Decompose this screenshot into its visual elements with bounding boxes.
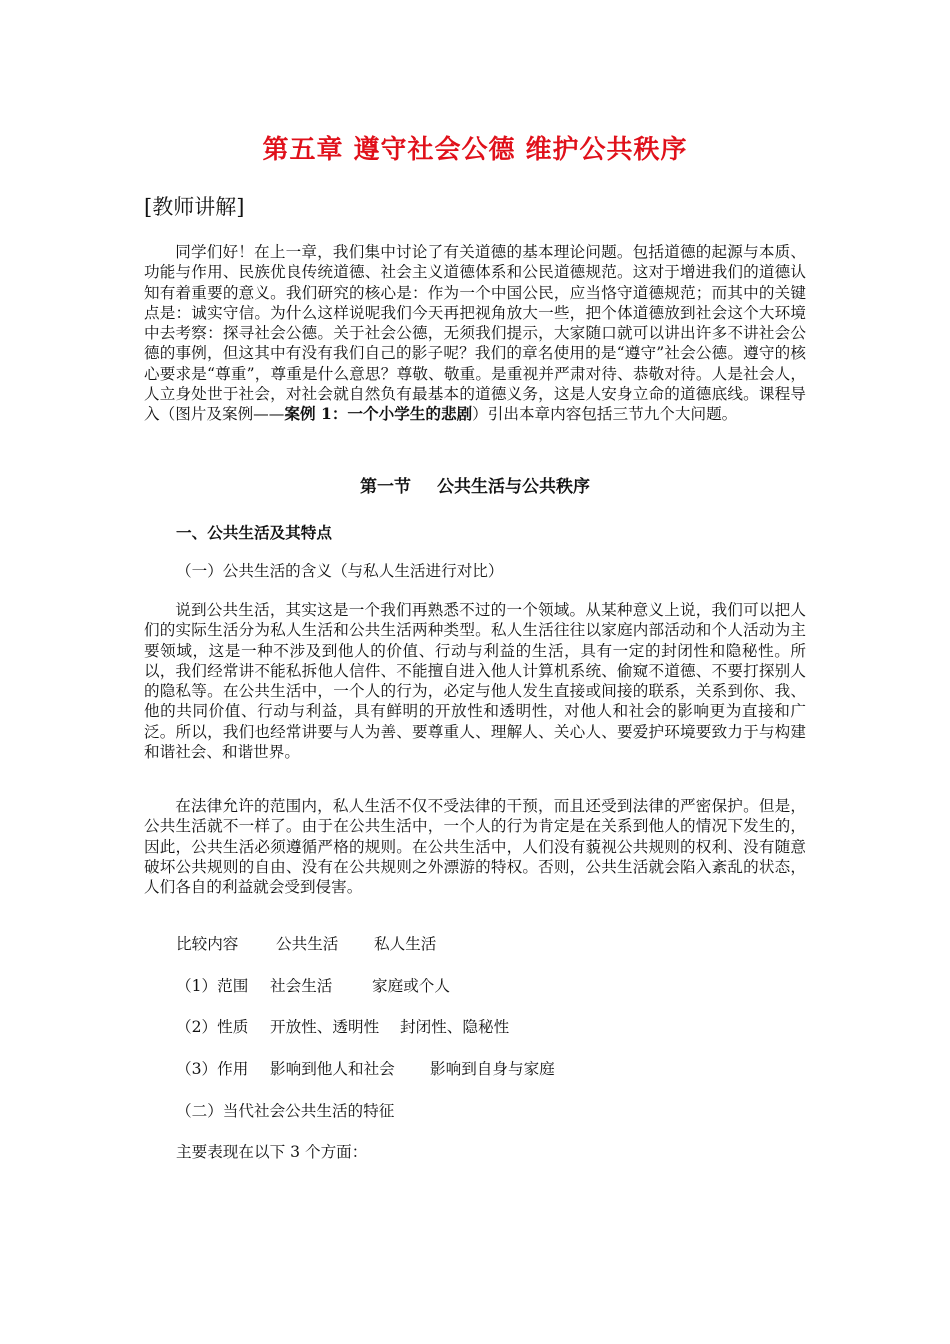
comparison-cell: 开放性、透明性	[270, 1018, 380, 1036]
paragraph-public-life: 说到公共生活，其实这是一个我们再熟悉不过的一个领域。从某种意义上说，我们可以把人们的实际生活分为私人生活和公共生活两种类型。私人生活往往以家庭内部活动和个人活动为主要领域，这是一种不涉及到他人的价值、行动与利益的生活，具有一定的封闭性和隐秘性。所以，我们经常讲不能私拆他人信件、不能擅自进入他人计算机系统、偷窥不道德、不要打探别人的隐私等。在公共生活中，一个人的行为，必定与他人发生直接或间接的联系，关系到你、我、他的共同价值、行动与利益，具有鲜明的开放性和透明性，对他人和社会的影响更为直接和广泛。所以，我们也经常讲要与人为善、要尊重人、理解人、关心人、要爱护环境要致力于与构建和谐社会、和谐世界。	[144, 601, 806, 762]
subheading-public-life: 一、公共生活及其特点	[176, 524, 332, 542]
section-title	[144, 474, 806, 500]
comparison-header-cell: 公共生活	[276, 935, 339, 953]
comparison-cell: 社会生活	[270, 977, 333, 995]
comparison-cell: 影响到自身与家庭	[430, 1060, 555, 1078]
intro-text: 同学们好！在上一章，我们集中讨论了有关道德的基本理论问题。包括道德的起源与本质、功能与作用、民族优良传统道德、社会主义道德体系和公民道德规范。这对于增进我们的道德认知有着重要的意义。我们研究的核心是：作为一个中国公民，应当恪守道德规范；而其中的关键点是：诚实守信。为什么这样说呢我们今天再把视角放大一些，把个体道德放到社会这个大环境中去考察：探寻社会公德。关于社会公德，无须我们提示，大家随口就可以讲出许多不讲社会公德的事例，但这其中有没有我们自己的影子呢？我们的章名使用的是“遵守”社会公德。遵守的核心要求是“尊重”，尊重是什么意思？尊敬、敬重。是重视并严肃对待、恭敬对待。人是社会人，人立身处世于社会，对社会就自然负有最基本的道德义务，这是人安身立命的道德底线。课程导入（图片及案例——	[144, 243, 806, 424]
intro-paragraph	[144, 242, 806, 425]
comparison-header-cell: 比较内容	[176, 935, 239, 953]
chapter-title: 第五章 遵守社会公德 维护公共秩序	[262, 135, 688, 165]
section-name: 公共生活与公共秩序	[437, 477, 590, 497]
comparison-row	[176, 1016, 509, 1038]
comparison-cell: 家庭或个人	[372, 977, 450, 995]
comparison-cell: （2）性质	[176, 1018, 249, 1036]
paragraph-law: 在法律允许的范围内，私人生活不仅不受法律的干预，而且还受到法律的严密保护。但是，公共生活就不一样了。由于在公共生活中，一个人的行为肯定是在关系到他人的情况下发生的，因此，公共生活必须遵循严格的规则。在公共生活中，人们没有藐视公共规则的权利、没有随意破坏公共规则的自由、没有在公共规则之外漂游的特权。否则，公共生活就会陷入紊乱的状态，人们各自的利益就会受到侵害。	[144, 797, 806, 897]
comparison-header-cell: 私人生活	[374, 935, 437, 953]
teacher-lecture-heading: [教师讲解]	[144, 195, 245, 219]
subsection-meaning: （一）公共生活的含义（与私人生活进行对比）	[176, 562, 504, 580]
main-points-line: 主要表现在以下 3 个方面：	[176, 1143, 368, 1161]
comparison-cell: 封闭性、隐秘性	[400, 1018, 510, 1036]
intro-text-end: ）引出本章内容包括三节九个大问题。	[472, 405, 738, 424]
section-number: 第一节	[360, 477, 411, 497]
subsection-features: （二）当代社会公共生活的特征	[176, 1102, 395, 1120]
comparison-cell: （3）作用	[176, 1060, 249, 1078]
comparison-row	[176, 975, 450, 997]
comparison-cell: （1）范围	[176, 977, 249, 995]
comparison-row	[176, 1058, 555, 1080]
case-reference: 案例 1：一个小学生的悲剧	[284, 404, 473, 424]
comparison-cell: 影响到他人和社会	[270, 1060, 395, 1078]
comparison-header	[176, 933, 436, 955]
